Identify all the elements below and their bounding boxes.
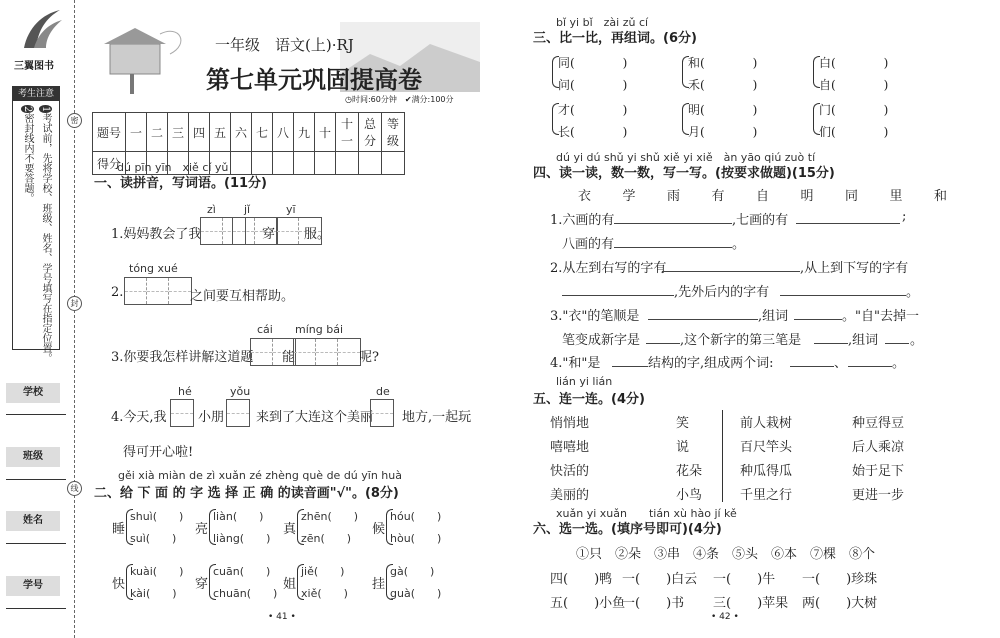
s4-q2-blank-1[interactable] — [662, 257, 800, 272]
s1-q4-post: 地方,一起玩 — [402, 410, 472, 425]
s4-char-5: 明 — [800, 189, 814, 204]
s2-option-a-4[interactable]: kuài( ) — [130, 565, 184, 578]
s1-q4-py3: de — [376, 385, 390, 398]
score-table-header-5: 五 — [210, 113, 231, 152]
s3-pair-a-0[interactable]: 同( ) — [558, 56, 628, 70]
score-table-header-row — [93, 113, 405, 152]
s1-q1-py2: jǐ — [244, 203, 251, 216]
s3-pair-b-5[interactable]: 们( ) — [819, 125, 889, 139]
s6-pinyin: xuǎn yi xuǎn tián xù hào jí kě — [556, 507, 737, 520]
s1-q4-py1: hé — [178, 385, 192, 398]
s2-char-4: 快 — [112, 577, 126, 592]
s4-q3-c: 。"自"去掉一 — [842, 309, 919, 324]
s6-row2-item-3[interactable]: 两( )大树 — [802, 596, 878, 611]
s2-char-6: 姐 — [283, 577, 297, 592]
s5-right1-0[interactable]: 前人栽树 — [740, 416, 793, 431]
score-table-header-10: 十 — [315, 113, 336, 152]
s4-q3-g: 。 — [910, 333, 924, 348]
s4-char-4: 自 — [756, 189, 770, 204]
s2-char-5: 穿 — [195, 577, 209, 592]
s4-q3-d: 笔变成新字是 — [562, 333, 641, 348]
notice-num-1: 1 — [40, 106, 51, 113]
s3-pair-b-4[interactable]: 月( ) — [688, 125, 758, 139]
s4-q2-b: ,从上到下写的字有 — [800, 261, 909, 276]
s3-pair-b-3[interactable]: 长( ) — [558, 125, 628, 139]
s6-row2-item-2[interactable]: 三( )苹果 — [713, 596, 789, 611]
field-school-label: 学校 — [6, 383, 60, 403]
score-cell-10[interactable] — [315, 152, 336, 175]
s4-q3-blank-1[interactable] — [648, 305, 758, 320]
s5-right1-1[interactable]: 百尺竿头 — [740, 440, 793, 455]
s5-divider — [722, 410, 723, 502]
s5-right1-3[interactable]: 千里之行 — [740, 488, 793, 503]
score-cell-13[interactable] — [382, 152, 405, 175]
s5-left-2[interactable]: 快活的 — [550, 464, 590, 479]
s4-q1-e: 。 — [732, 237, 746, 252]
s4-q4-blank-2[interactable] — [790, 352, 834, 367]
score-table-header-2: 二 — [147, 113, 168, 152]
s6-row1-item-1[interactable]: 一( )白云 — [622, 572, 698, 587]
s4-q1-c: ; — [902, 209, 907, 224]
s4-q2-blank-2[interactable] — [562, 281, 674, 296]
s6-row2-item-1[interactable]: 一( )书 — [622, 596, 685, 611]
s5-right2-0[interactable]: 种豆得豆 — [852, 416, 905, 431]
s1-pinyin: dú pīn yīn xiě cí yǔ — [117, 161, 229, 174]
s3-pair-a-4[interactable]: 明( ) — [688, 103, 758, 117]
s2-char-0: 睡 — [112, 522, 126, 537]
score-table-header-7: 七 — [252, 113, 273, 152]
s1-q1-pre: 1.妈妈教会了我 — [111, 227, 202, 242]
s1-q3-py2: míng bái — [295, 323, 344, 336]
field-id-input[interactable] — [6, 608, 66, 609]
s2-option-b-3[interactable]: hòu( ) — [390, 532, 442, 545]
s1-q3-mid: 能 — [282, 350, 296, 365]
s3-pair-b-2[interactable]: 自( ) — [819, 78, 889, 92]
s4-q3-b: ,组词 — [758, 309, 789, 324]
right-page — [500, 0, 1000, 638]
s1-q3-post: 呢? — [359, 350, 379, 365]
notice-num-2: 2 — [22, 106, 33, 113]
s6-row1-item-0[interactable]: 四( )鸭 — [550, 572, 613, 587]
s6-row1-item-3[interactable]: 一( )珍珠 — [802, 572, 878, 587]
s4-q4-b: 结构的字,组成两个词: — [648, 356, 774, 371]
publisher-logo-text: 三翼图书 — [14, 61, 54, 72]
s2-option-a-5[interactable]: cuān( ) — [213, 565, 271, 578]
s4-q1-b: ,七画的有 — [732, 213, 789, 228]
binding-line — [74, 0, 75, 638]
field-school-input[interactable] — [6, 414, 66, 415]
field-class-label: 班级 — [6, 447, 60, 467]
s6-options: ①只 ②朵 ③串 ④条 ⑤头 ⑥本 ⑦棵 ⑧个 — [576, 547, 876, 562]
s1-q4-mid2: 来到了大连这个美丽 — [256, 410, 374, 425]
score-table-row-label: 得分 — [93, 152, 126, 175]
s4-char-1: 学 — [622, 189, 636, 204]
s1-q3-pre: 3.你要我怎样讲解这道题 — [111, 350, 254, 365]
score-table-header-11: 十一 — [336, 113, 359, 152]
score-cell-9[interactable] — [294, 152, 315, 175]
s2-option-b-4[interactable]: kài( ) — [130, 587, 177, 600]
s2-option-b-1[interactable]: liàng( ) — [213, 532, 271, 545]
s5-right2-2[interactable]: 始于足下 — [852, 464, 905, 479]
s4-q4-d: 。 — [892, 356, 906, 371]
s3-pair-b-0[interactable]: 问( ) — [558, 78, 628, 92]
s2-pinyin: gěi xià miàn de zì xuǎn zé zhèng què de dú yīn huà — [118, 469, 402, 482]
exam-time: ◷时间:60分钟 ✔满分:100分 — [345, 95, 454, 104]
s3-pair-a-5[interactable]: 门( ) — [819, 103, 889, 117]
s5-right2-1[interactable]: 后人乘凉 — [852, 440, 905, 455]
s3-pinyin: bǐ yi bǐ zài zǔ cí — [556, 16, 649, 29]
s1-q1-mid: 穿 — [262, 227, 276, 242]
s1-q1-py1: zì — [207, 203, 216, 216]
score-cell-11[interactable] — [336, 152, 359, 175]
s6-row2-item-0[interactable]: 五( )小鱼 — [550, 596, 626, 611]
s3-pair-b-1[interactable]: 禾( ) — [688, 78, 758, 92]
header-subtitle: 一年级 语文(上)·RJ — [215, 36, 354, 54]
s2-option-b-5[interactable]: chuān( ) — [213, 587, 278, 600]
s4-q3-a: 3."衣"的笔顺是 — [550, 309, 640, 324]
s3-pair-a-1[interactable]: 和( ) — [688, 56, 758, 70]
s2-option-b-6[interactable]: xiě( ) — [301, 587, 348, 600]
score-table-header-8: 八 — [273, 113, 294, 152]
s2-option-a-2[interactable]: zhēn( ) — [301, 510, 359, 523]
binding-mark-3: 线 — [67, 481, 82, 496]
s5-left-3[interactable]: 美丽的 — [550, 488, 590, 503]
s4-q2-d: 。 — [906, 285, 920, 300]
notice-item-1: 1考试前，先将学校、班级、姓名、学号填写在指定位置。 — [40, 106, 51, 364]
s1-q3-py1: cái — [257, 323, 273, 336]
s4-char-6: 同 — [845, 189, 859, 204]
page-number-right: • 42 • — [711, 612, 739, 622]
s1-title: 一、读拼音，写词语。(11分) — [94, 176, 267, 191]
notice-item-2: 2密封线内不要答题。 — [22, 106, 33, 204]
notice-box — [12, 86, 60, 364]
page-title: 第七单元巩固提高卷 — [206, 65, 422, 94]
s1-q2-pre: 2. — [111, 285, 124, 300]
s4-q3-blank-3[interactable] — [646, 329, 680, 344]
publisher-logo-icon — [18, 8, 64, 52]
s2-option-a-1[interactable]: liàn( ) — [213, 510, 264, 523]
s5-mid-0[interactable]: 笑 — [676, 416, 690, 431]
s2-char-2: 真 — [283, 522, 297, 537]
s2-title: 二、给 下 面 的 字 选 择 正 确 的读音画"√"。(8分) — [94, 486, 399, 501]
s1-q4-mid1: 小朋 — [198, 410, 225, 425]
s1-q2-py: tóng xué — [129, 262, 178, 275]
s2-option-a-7[interactable]: gà( ) — [390, 565, 435, 578]
s5-mid-3[interactable]: 小鸟 — [676, 488, 703, 503]
s4-char-8: 和 — [934, 189, 948, 204]
s1-q4-pre: 4.今天,我 — [111, 410, 167, 425]
s4-pinyin: dú yi dú shǔ yi shǔ xiě yi xiě àn yāo qiú zuò tí — [556, 151, 816, 164]
score-table-header-9: 九 — [294, 113, 315, 152]
s5-right2-3[interactable]: 更进一步 — [852, 488, 905, 503]
s3-pair-a-2[interactable]: 白( ) — [819, 56, 889, 70]
score-cell-8[interactable] — [273, 152, 294, 175]
s1-q1-py3: yī — [286, 203, 296, 216]
s4-q3-blank-4[interactable] — [814, 329, 848, 344]
s5-mid-1[interactable]: 说 — [676, 440, 690, 455]
s4-q1-blank-3[interactable] — [614, 233, 732, 248]
s3-title: 三、比一比，再组词。(6分) — [533, 31, 697, 46]
s4-q3-blank-5[interactable] — [885, 329, 909, 344]
s4-char-7: 里 — [889, 189, 903, 204]
s4-q4-blank-1[interactable] — [612, 352, 648, 367]
s5-left-0[interactable]: 悄悄地 — [550, 416, 590, 431]
s1-q4-box3[interactable] — [370, 399, 394, 427]
binding-mark-1: 密 — [67, 113, 82, 128]
s4-q4-blank-3[interactable] — [848, 352, 892, 367]
score-table-header-3: 三 — [168, 113, 189, 152]
field-name-input[interactable] — [6, 543, 66, 544]
s2-option-b-2[interactable]: zēn( ) — [301, 532, 352, 545]
score-table-header-12: 总分 — [359, 113, 382, 152]
s4-q2-c: ,先外后内的字有 — [674, 285, 770, 300]
s4-q1-a: 1.六画的有 — [550, 213, 615, 228]
s1-q4-box1[interactable] — [170, 399, 194, 427]
score-table-header-4: 四 — [189, 113, 210, 152]
field-id-label: 学号 — [6, 576, 60, 596]
s4-char-3: 有 — [711, 189, 725, 204]
s2-char-3: 候 — [372, 522, 386, 537]
notice-title: 考生注意 — [13, 87, 59, 101]
s5-title: 五、连一连。(4分) — [533, 392, 645, 407]
s1-q1-post: 服。 — [304, 227, 331, 242]
s6-row1-item-2[interactable]: 一( )牛 — [713, 572, 776, 587]
s3-pair-a-3[interactable]: 才( ) — [558, 103, 628, 117]
field-class-input[interactable] — [6, 479, 66, 480]
binding-mark-2: 封 — [67, 296, 82, 311]
s4-q3-e: ,这个新字的第三笔是 — [680, 333, 802, 348]
s4-q1-blank-2[interactable] — [796, 209, 900, 224]
s2-option-b-7[interactable]: guà( ) — [390, 587, 442, 600]
s4-q1-blank-1[interactable] — [614, 209, 732, 224]
s2-char-7: 挂 — [372, 577, 386, 592]
s1-q2-post: 之间要互相帮助。 — [190, 289, 295, 304]
s5-pinyin: lián yi lián — [556, 375, 613, 388]
s5-right1-2[interactable]: 种瓜得瓜 — [740, 464, 793, 479]
field-name-label: 姓名 — [6, 511, 60, 531]
s1-q4-box2[interactable] — [226, 399, 250, 427]
s1-q2-box[interactable] — [124, 277, 192, 305]
s5-left-1[interactable]: 嘻嘻地 — [550, 440, 590, 455]
s4-title: 四、读一读，数一数，写一写。(按要求做题)(15分) — [533, 166, 835, 181]
check-icon: ✔ — [404, 95, 412, 104]
s2-option-b-0[interactable]: suì( ) — [130, 532, 177, 545]
score-cell-12[interactable] — [359, 152, 382, 175]
page-number-left: • 41 • — [268, 612, 296, 622]
s4-q3-blank-2[interactable] — [794, 305, 842, 320]
s1-q3-box2[interactable] — [293, 338, 361, 366]
s2-char-1: 亮 — [195, 522, 209, 537]
s4-q4-c: 、 — [834, 356, 848, 371]
s5-mid-2[interactable]: 花朵 — [676, 464, 703, 479]
s1-q4-py2: yǒu — [230, 385, 251, 398]
s4-char-2: 雨 — [667, 189, 681, 204]
score-table-header-13: 等级 — [382, 113, 405, 152]
s4-q4-a: 4."和"是 — [550, 356, 601, 371]
clock-icon: ◷ — [345, 95, 352, 104]
s2-option-a-0[interactable]: shuì( ) — [130, 510, 184, 523]
s1-q4-line2: 得可开心啦! — [123, 445, 194, 460]
s4-q1-d: 八画的有 — [562, 237, 615, 252]
score-table-header-1: 一 — [126, 113, 147, 152]
s4-q2-blank-3[interactable] — [780, 281, 906, 296]
s4-q3-f: ,组词 — [848, 333, 879, 348]
s2-option-a-3[interactable]: hóu( ) — [390, 510, 442, 523]
s4-q2-a: 2.从左到右写的字有 — [550, 261, 667, 276]
score-table-header-6: 六 — [231, 113, 252, 152]
score-table-header-0: 题号 — [93, 113, 126, 152]
s4-char-0: 衣 — [578, 189, 592, 204]
s6-title: 六、选一选。(填序号即可)(4分) — [533, 522, 722, 537]
s2-option-a-6[interactable]: jiě( ) — [301, 565, 345, 578]
